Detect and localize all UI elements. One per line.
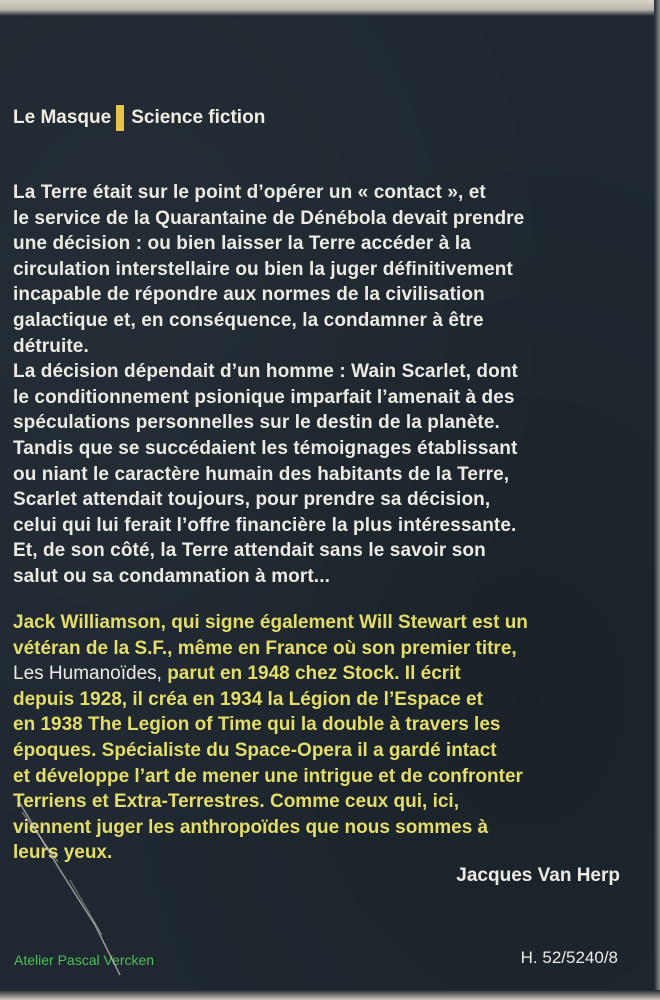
yellow-separator-bar	[116, 105, 124, 131]
bio-line: Terriens et Extra-Terrestres. Comme ceux qui, ici,	[13, 791, 459, 813]
bio-line: et développe l’art de mener une intrigue et de confronter	[13, 765, 523, 787]
synopsis-line: circulation interstellaire ou bien la juger définitivement	[13, 258, 513, 280]
synopsis	[13, 180, 641, 590]
synopsis-line: Scarlet attendait toujours, pour prendre sa décision,	[13, 489, 491, 511]
worn-top-edge	[0, 0, 660, 16]
bio-line	[13, 661, 641, 687]
synopsis-line: spéculations personnelles sur le destin de la planète.	[13, 412, 500, 434]
synopsis-line: La décision dépendait d’un homme : Wain Scarlet, dont	[13, 361, 518, 383]
synopsis-line: celui qui lui ferait l’offre financière la plus intéressante.	[13, 514, 517, 536]
collection-header	[13, 105, 265, 131]
synopsis-line: salut ou sa condamnation à mort...	[13, 565, 330, 587]
series-name: Science fiction	[131, 107, 266, 128]
bio-line: époques. Spécialiste du Space-Opera il a gardé intact	[13, 739, 497, 761]
synopsis-line: La Terre était sur le point d’opérer un « contact », et	[13, 182, 486, 203]
synopsis-line: ou niant le caractère humain des habitants de la Terre,	[13, 463, 510, 485]
bio-line: en 1938 The Legion of Time qui la double à travers les	[13, 714, 501, 736]
bio-line: depuis 1928, il créa en 1934 la Légion de l’Espace et	[13, 688, 483, 710]
synopsis-line: le service de la Quarantaine de Dénébola devait prendre	[13, 207, 525, 229]
worn-right-edge	[654, 0, 660, 1000]
bio-line-rest: parut en 1948 chez Stock. Il écrit	[161, 663, 461, 685]
synopsis-line: une décision : ou bien laisser la Terre accéder à la	[13, 233, 471, 255]
bio-line: vétéran de la S.F., même en France où son premier titre,	[13, 637, 517, 659]
author-bio	[13, 610, 641, 866]
bio-line: viennent juger les anthropoïdes que nous sommes à	[13, 816, 489, 838]
synopsis-line: galactique et, en conséquence, la condamner à être	[13, 309, 484, 331]
bio-line: Jack Williamson, qui signe également Will Stewart est un	[13, 612, 528, 633]
catalog-code: H. 52/5240/8	[520, 948, 618, 967]
book-title-inline: Les Humanoïdes,	[13, 663, 162, 685]
collection-name: Le Masque	[13, 107, 112, 128]
synopsis-line: Tandis que se succédaient les témoignages établissant	[13, 437, 518, 459]
synopsis-line: le conditionnement psionique imparfait l’amenait à des	[13, 386, 515, 408]
synopsis-line: détruite.	[13, 335, 89, 357]
worn-bottom-edge	[0, 990, 660, 1000]
design-credit: Atelier Pascal Vercken	[14, 952, 155, 968]
bio-line: leurs yeux.	[13, 842, 113, 864]
synopsis-line: incapable de répondre aux normes de la civilisation	[13, 284, 485, 306]
synopsis-line: Et, de son côté, la Terre attendait sans le savoir son	[13, 540, 486, 562]
bio-signature: Jacques Van Herp	[456, 865, 620, 886]
